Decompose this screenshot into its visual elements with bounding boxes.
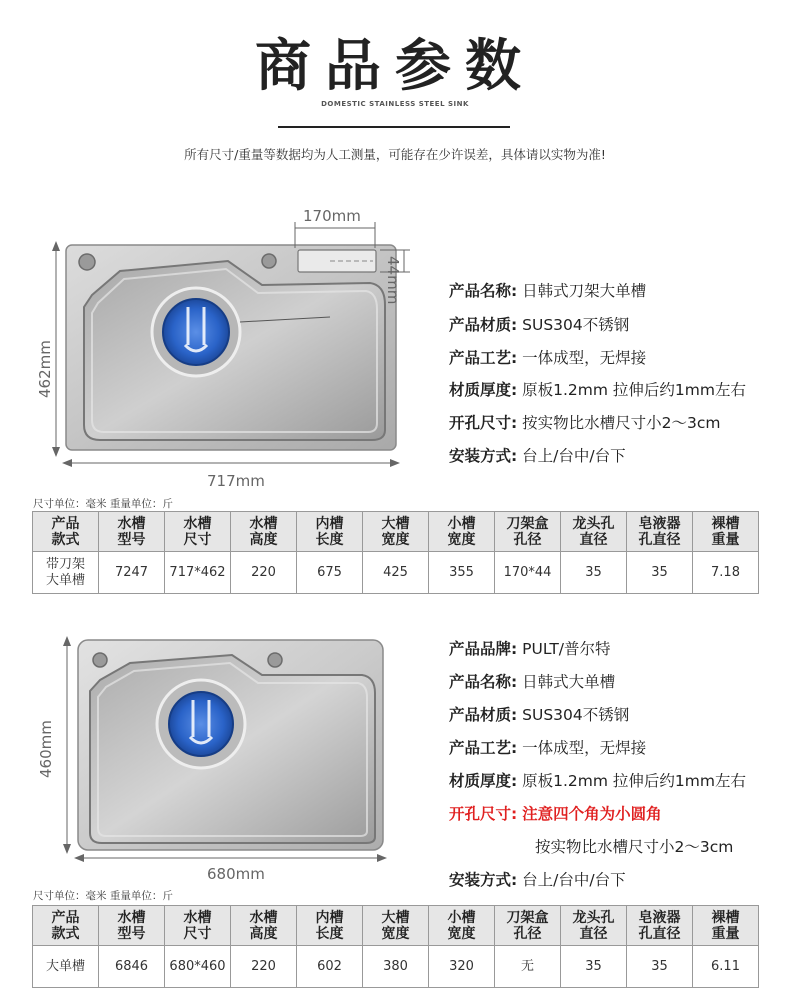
table-row xyxy=(33,552,759,594)
drain-icon xyxy=(163,299,229,365)
table-header-cell: 产品 款式 xyxy=(33,512,99,552)
table-row xyxy=(33,946,759,988)
table-header-cell: 水槽 型号 xyxy=(99,906,165,946)
spec-2-material: 产品材质: SUS304不锈钢 xyxy=(449,706,630,724)
sink-1-height-label: 462mm xyxy=(36,340,54,398)
spec-table-1 xyxy=(32,511,759,594)
spec-1-thickness: 材质厚度: 原板1.2mm 拉伸后约1mm左右 xyxy=(449,381,746,399)
table-header-cell: 水槽 尺寸 xyxy=(165,906,231,946)
table-header-cell: 龙头孔 直径 xyxy=(561,906,627,946)
table-cell: 602 xyxy=(297,946,363,988)
faucet-hole-icon xyxy=(93,653,107,667)
table-cell: 6.11 xyxy=(693,946,759,988)
unit-note-1: 尺寸单位：毫米 重量单位：斤 xyxy=(33,498,173,510)
table-cell: 320 xyxy=(429,946,495,988)
measurement-note: 所有尺寸/重量等数据均为人工测量，可能存在少许误差，具体请以实物为准! xyxy=(184,147,606,162)
title-divider xyxy=(278,126,510,128)
table-cell: 大单槽 xyxy=(33,946,99,988)
table-cell: 717*462 xyxy=(165,552,231,594)
sink-2-illustration xyxy=(0,625,440,870)
table-cell: 355 xyxy=(429,552,495,594)
table-header-cell: 水槽 高度 xyxy=(231,512,297,552)
spec-2-cutout: 按实物比水槽尺寸小2～3cm xyxy=(535,838,734,856)
spec-1-material: 产品材质: SUS304不锈钢 xyxy=(449,316,630,334)
table-header-cell: 水槽 高度 xyxy=(231,906,297,946)
sink-2-height-label: 460mm xyxy=(37,720,55,778)
table-header-cell: 裸槽 重量 xyxy=(693,512,759,552)
soap-hole-icon xyxy=(268,653,282,667)
table-header-cell: 水槽 尺寸 xyxy=(165,512,231,552)
table-header-cell: 产品 款式 xyxy=(33,906,99,946)
table-header-row xyxy=(33,906,759,946)
table-cell: 675 xyxy=(297,552,363,594)
table-header-cell: 大槽 宽度 xyxy=(363,906,429,946)
table-header-cell: 水槽 型号 xyxy=(99,512,165,552)
spec-1-install: 安装方式: 台上/台中/台下 xyxy=(449,447,626,465)
sink-2-width-label: 680mm xyxy=(207,865,265,883)
table-cell: 220 xyxy=(231,946,297,988)
spec-2-craft: 产品工艺: 一体成型，无焊接 xyxy=(449,739,647,757)
spec-2-thickness: 材质厚度: 原板1.2mm 拉伸后约1mm左右 xyxy=(449,772,746,790)
spec-2-cutout-warning: 开孔尺寸: 注意四个角为小圆角 xyxy=(449,805,662,823)
table-cell: 7.18 xyxy=(693,552,759,594)
table-header-cell: 皂液器 孔直径 xyxy=(627,512,693,552)
table-cell: 425 xyxy=(363,552,429,594)
sink-1-width-label: 717mm xyxy=(207,472,265,490)
spec-1-craft: 产品工艺: 一体成型，无焊接 xyxy=(449,349,647,367)
sink-1-illustration xyxy=(0,195,440,495)
spec-1-cutout: 开孔尺寸: 按实物比水槽尺寸小2～3cm xyxy=(449,414,721,432)
spec-1-name: 产品名称: 日韩式刀架大单槽 xyxy=(449,282,647,300)
knife-box-width-label: 170mm xyxy=(303,207,361,225)
spec-2-install: 安装方式: 台上/台中/台下 xyxy=(449,871,626,889)
table-header-cell: 大槽 宽度 xyxy=(363,512,429,552)
spec-table-2 xyxy=(32,905,759,988)
knife-box-height-label: 44mm xyxy=(384,256,402,305)
table-cell: 带刀架 大单槽 xyxy=(33,552,99,594)
faucet-hole-icon xyxy=(79,254,95,270)
table-cell: 170*44 xyxy=(495,552,561,594)
table-cell: 220 xyxy=(231,552,297,594)
table-header-cell: 内槽 长度 xyxy=(297,512,363,552)
table-header-cell: 皂液器 孔直径 xyxy=(627,906,693,946)
table-header-cell: 小槽 宽度 xyxy=(429,512,495,552)
table-header-row xyxy=(33,512,759,552)
table-cell: 380 xyxy=(363,946,429,988)
table-header-cell: 刀架盒 孔径 xyxy=(495,906,561,946)
table-cell: 35 xyxy=(561,552,627,594)
table-cell: 7247 xyxy=(99,552,165,594)
table-header-cell: 刀架盒 孔径 xyxy=(495,512,561,552)
table-cell: 6846 xyxy=(99,946,165,988)
table-header-cell: 内槽 长度 xyxy=(297,906,363,946)
soap-hole-icon xyxy=(262,254,276,268)
table-cell: 680*460 xyxy=(165,946,231,988)
table-header-cell: 小槽 宽度 xyxy=(429,906,495,946)
spec-2-brand: 产品品牌: PULT/普尔特 xyxy=(449,640,611,658)
unit-note-2: 尺寸单位：毫米 重量单位：斤 xyxy=(33,890,173,902)
table-cell: 35 xyxy=(627,552,693,594)
spec-2-name: 产品名称: 日韩式大单槽 xyxy=(449,673,616,691)
table-cell: 35 xyxy=(627,946,693,988)
page-title: 商品参数 xyxy=(255,34,535,99)
drain-icon xyxy=(169,692,233,756)
table-header-cell: 裸槽 重量 xyxy=(693,906,759,946)
table-cell: 无 xyxy=(495,946,561,988)
page-subtitle: DOMESTIC STAINLESS STEEL SINK xyxy=(321,100,469,108)
table-header-cell: 龙头孔 直径 xyxy=(561,512,627,552)
table-cell: 35 xyxy=(561,946,627,988)
